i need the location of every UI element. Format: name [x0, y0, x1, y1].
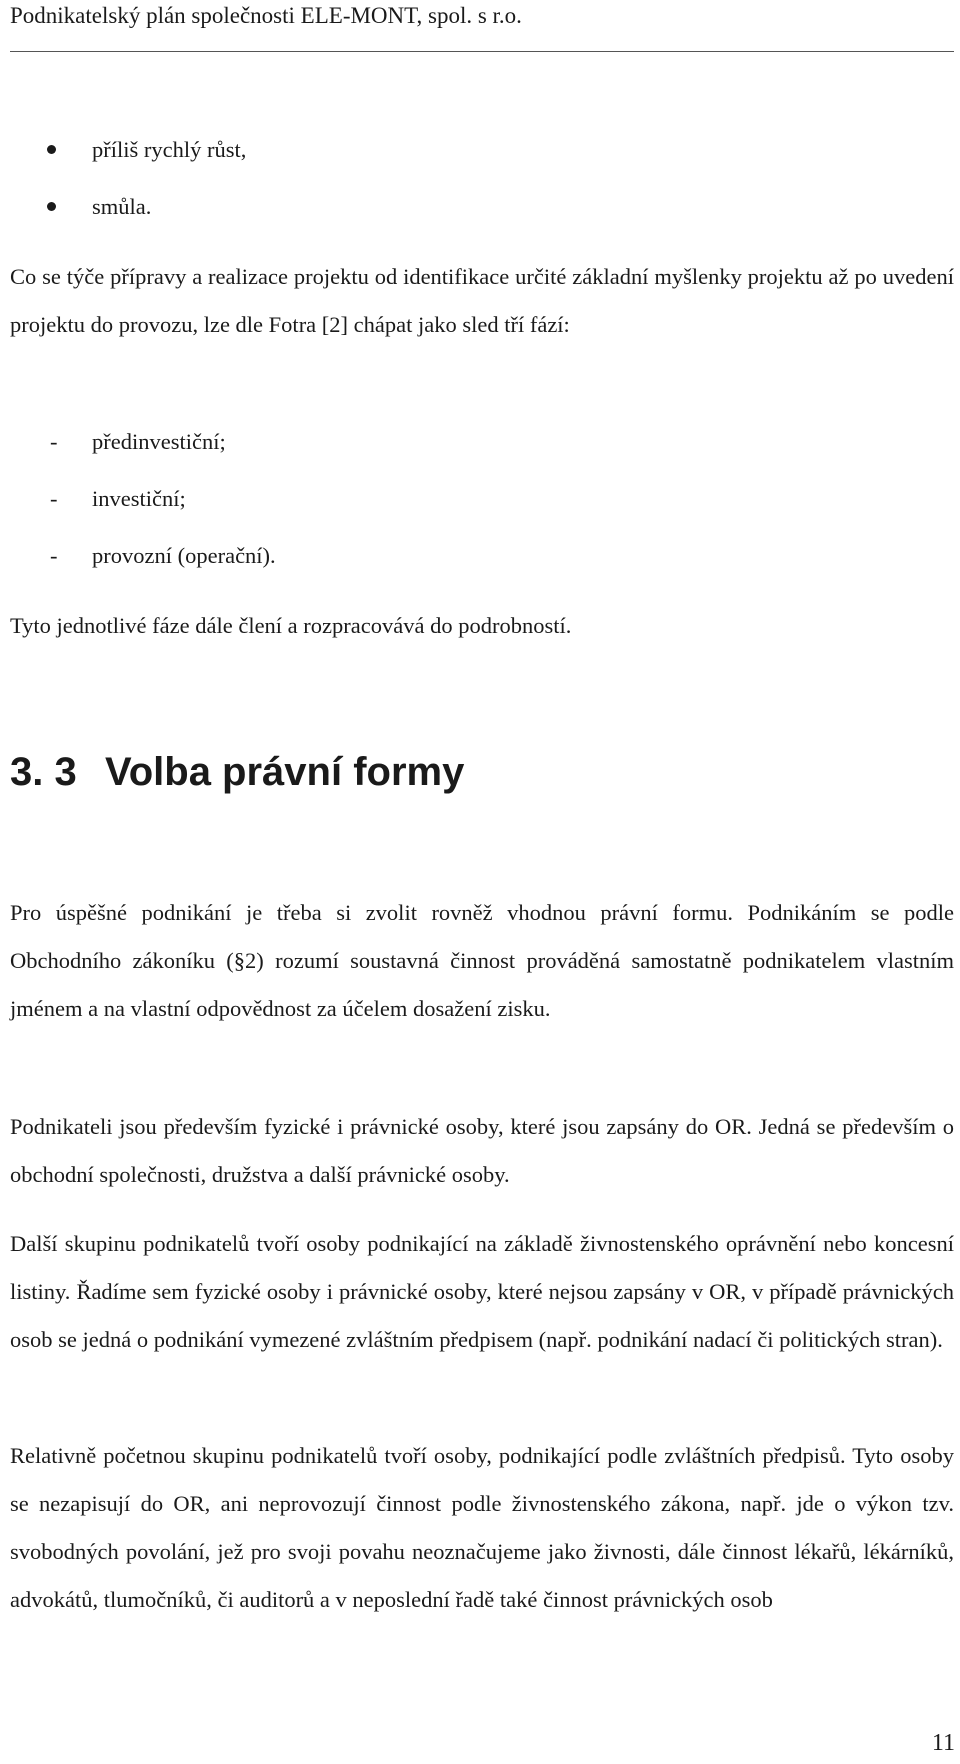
phase-text: provozní (operační).: [92, 543, 276, 568]
running-header: Podnikatelský plán společnosti ELE-MONT, spol. s r.o.: [10, 3, 522, 28]
paragraph: Podnikateli jsou především fyzické i právnické osoby, které jsou zapsány do OR. Jedná se především o obchodní společnosti, družstva a další právnické osoby.: [10, 1114, 954, 1187]
bullet-text: příliš rychlý růst,: [92, 137, 247, 162]
paragraph: Relativně početnou skupinu podnikatelů tvoří osoby, podnikající podle zvláštních předpisů. Tyto osoby se nezapisují do OR, ani neprovozují činnost podle živnostenského zákona, např. jde o výkon tzv. svobodných povolání, jež pro svoji povahu neoznačujeme jako živnosti, dále činnost lékařů, lékárníků, advokátů, tlumočníků, či auditorů a v neposlední řadě také činnost právnických osob: [10, 1443, 954, 1612]
page-number: 11: [931, 1730, 955, 1756]
dash-mark: -: [50, 543, 58, 568]
dash-mark: -: [50, 429, 58, 454]
section-heading: [10, 748, 464, 796]
bullet-icon: [47, 202, 56, 211]
header-rule: [10, 51, 954, 52]
section-number: 3. 3: [10, 750, 77, 794]
paragraph: Pro úspěšné podnikání je třeba si zvolit rovněž vhodnou právní formu. Podnikáním se podle Obchodního zákoníku (§2) rozumí soustavná činnost prováděná samostatně podnikatelem vlastním jménem a na vlastní odpovědnost za účelem dosažení zisku.: [10, 900, 954, 1021]
phase-text: investiční;: [92, 486, 186, 511]
dash-mark: -: [50, 486, 58, 511]
paragraph: Další skupinu podnikatelů tvoří osoby podnikající na základě živnostenského oprávnění nebo koncesní listiny. Řadíme sem fyzické osoby i právnické osoby, které nejsou zapsány v OR, v případě právnických osob se jedná o podnikání vymezené zvláštním předpisem (např. podnikání nadací či politických stran).: [10, 1231, 954, 1352]
bullet-icon: [47, 145, 56, 154]
phases-note: Tyto jednotlivé fáze dále člení a rozpracovává do podrobností.: [10, 613, 572, 638]
bullet-text: smůla.: [92, 194, 152, 219]
phase-text: předinvestiční;: [92, 429, 226, 454]
intro-paragraph: Co se týče přípravy a realizace projektu od identifikace určité základní myšlenky projektu až po uvedení projektu do provozu, lze dle Fotra [2] chápat jako sled tří fází:: [10, 264, 954, 337]
section-title: Volba právní formy: [105, 750, 465, 794]
